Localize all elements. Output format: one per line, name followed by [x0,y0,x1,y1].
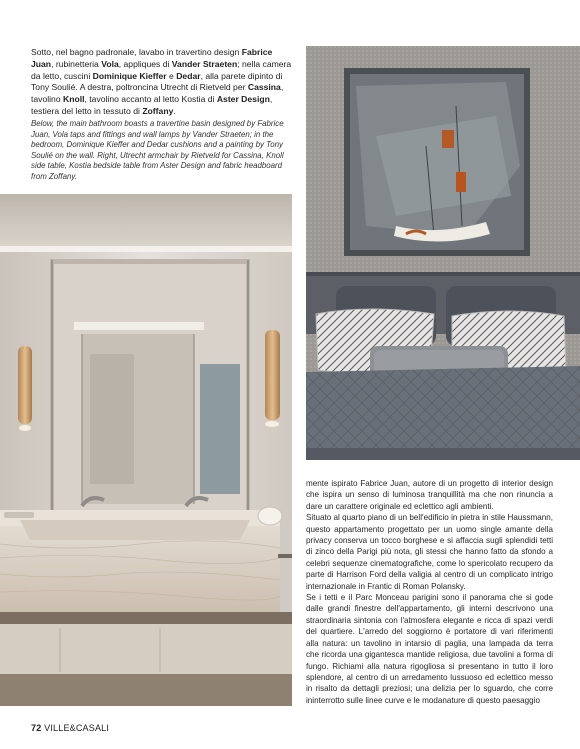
caption-text: . [173,105,176,116]
paragraph-1: mente ispirato Fabrice Juan, autore di un progetto di interior design che ispira un senso di luminosa tranquillità ma che non rinuncia a dare un carattere originale ed eclettico agli ambienti. [306,479,553,511]
magazine-name: VILLE&CASALI [44,723,110,733]
caption-brand: Fabrice Juan [31,47,273,69]
caption-brand: Dominique Kieffer [92,70,167,81]
caption-text: e [166,70,177,81]
quilted-bedspread [306,366,580,460]
article-body [306,478,553,706]
caption-brand: Aster Design [216,94,270,105]
bedroom-photo [306,46,580,460]
caption-italian [31,47,293,118]
caption-english: Below, the main bathroom boasts a travertine basin designed by Fabrice Juan, Vola taps and fittings and wall lamps by Vander Straeten; in the bedroom, Dominique Kieffer and Dedar cushions and a painting by Tony Soulié on the wall. Right, Utrecht armchair by Rietveld for Cassina, Knoll side table, Kostia bedside table from Aster Design and fabric headboard from Zoffany. [31,119,284,181]
caption-brand: Zoffany [142,105,174,116]
caption-brand: Cassina [247,82,281,93]
left-wall-lamp [18,346,32,424]
caption-text: , testiera del letto in tessuto di [31,94,273,116]
caption-text: , tavolino [31,82,284,105]
caption-text: , rubinetteria [51,58,102,69]
caption-text: ; nella camera da letto, cuscini [31,58,292,81]
paragraph-2: Situato al quarto piano di un bell'edificio in pietra in stile Haussmann, questo appartamento progettato per un uomo single amante della privacy conserva un tocco borghese e si affaccia sugli splendidi tetti di zinco della Parigi più nota, gli stessi che hanno fatto da sfondo a celebri sequenze cinematografiche, come lo spericolato recupero da parte di Harrison Ford della valigia al centro di un complicato intrigo internazionale in Frantic di Roman Polansky. [306,513,553,591]
caption-text: , appliques di [118,58,172,69]
bathroom-photo [0,194,292,706]
page-number: 72 [31,723,42,733]
paragraph-3: Se i tetti e il Parc Monceau parigini sono il panorama che si gode dalle grandi finestre dell'appartamento, gli interni descrivono una straordinaria sintonia con l'atmosfera elegante e ricca di spazi verdi del quartiere. L'arredo del soggiorno è portatore di vari riferimenti alla natura: un tavolino in intarsio di paglia, una lampada da terra che ricorda una gigantesca mantide religiosa, due tavolini a forma di fungo. Richiami alla natura rigogliosa si presentano in tutto il loro splendore, al centro di un arredamento lussuoso ed eclettico messo in risalto da dettagli preziosi; una delizia per lo sguardo, che corre ininterrotto sulle linee curve e le modanature di questo paesaggio [306,593,553,705]
caption-brand: Vola [101,58,119,69]
caption-text: Sotto, nel bagno padronale, lavabo in travertino design [31,47,242,57]
page-footer [31,723,109,733]
caption-text: , tavolino accanto al letto Kostia di [84,94,217,105]
caption-brand: Knoll [63,94,85,105]
bathroom-illustration [0,194,292,706]
caption-brand: Dedar [176,70,201,81]
caption-brand: Vander Straeten [171,58,238,69]
right-wall-lamp [265,330,280,420]
caption-text: , alla parete dipinto di Tony Soulié. A destra, poltroncina Utrecht di Rietveld per [31,70,283,93]
bedroom-illustration [306,46,580,460]
